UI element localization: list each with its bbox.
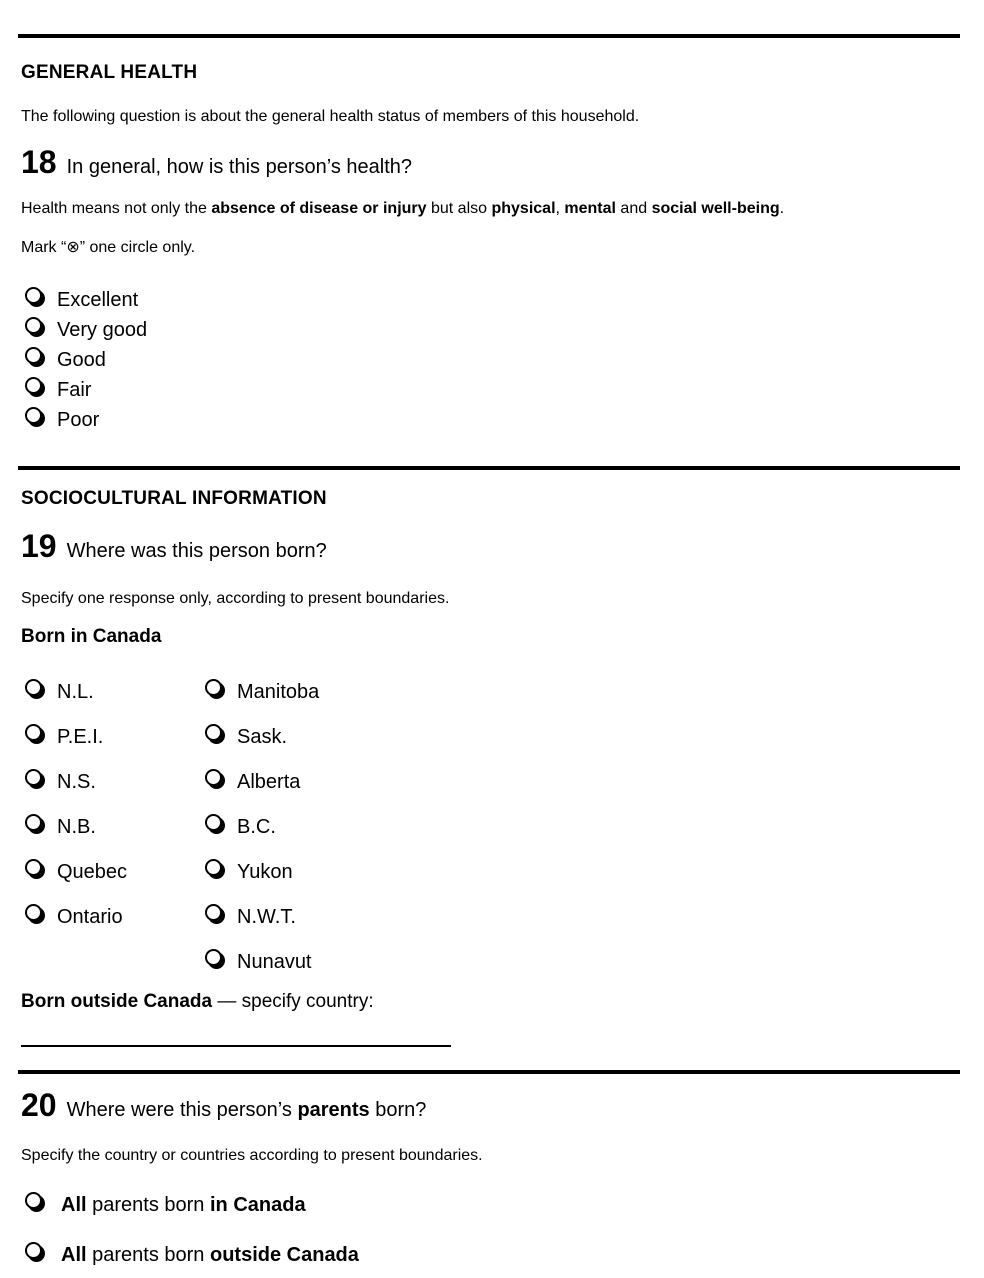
option-bold: All: [61, 1194, 87, 1216]
radio-all-parents-in-canada[interactable]: [24, 1191, 46, 1213]
question-19: [21, 528, 327, 565]
definition-text: but also: [426, 200, 492, 217]
option-label: Fair: [57, 379, 92, 401]
province-label: B.C.: [237, 816, 276, 838]
section-divider-top: [18, 34, 960, 38]
section-title-general-health: GENERAL HEALTH: [21, 62, 198, 83]
radio-nwt[interactable]: [204, 903, 226, 925]
radio-bc[interactable]: [204, 813, 226, 835]
country-write-in-field[interactable]: [21, 1045, 451, 1047]
parents-instruction: Specify the country or countries according to present boundaries.: [21, 1147, 483, 1164]
general-health-intro: The following question is about the general health status of members of this household.: [21, 108, 640, 125]
option-label: Excellent: [57, 289, 139, 311]
province-label: N.S.: [57, 771, 96, 793]
radio-good[interactable]: [24, 346, 46, 368]
born-outside-rest: — specify country:: [212, 991, 374, 1012]
option-label: Very good: [57, 319, 148, 341]
question-text: [67, 1099, 427, 1122]
province-label: N.W.T.: [237, 906, 296, 928]
option-label: Good: [57, 349, 106, 371]
radio-ns[interactable]: [24, 768, 46, 790]
definition-text: .: [779, 200, 785, 217]
province-label: N.L.: [57, 681, 94, 703]
option-label: [61, 1194, 306, 1217]
question-number: 20: [21, 1087, 57, 1123]
radio-manitoba[interactable]: [204, 678, 226, 700]
born-instruction: Specify one response only, according to present boundaries.: [21, 590, 450, 607]
section-title-sociocultural: SOCIOCULTURAL INFORMATION: [21, 488, 327, 509]
radio-nl[interactable]: [24, 678, 46, 700]
question-text-part: Where were this person’s: [66, 1099, 298, 1121]
definition-text: ,: [555, 200, 565, 217]
province-label: Nunavut: [237, 951, 312, 973]
radio-excellent[interactable]: [24, 286, 46, 308]
option-label: [61, 1244, 359, 1267]
option-text: parents born: [86, 1244, 210, 1266]
option-text: parents born: [86, 1194, 210, 1216]
question-text: In general, how is this person’s health?: [66, 156, 412, 178]
option-bold: outside Canada: [209, 1244, 359, 1266]
province-label: Yukon: [237, 861, 293, 883]
section-divider: [18, 466, 960, 470]
question-number: 19: [21, 528, 57, 564]
province-label: Manitoba: [237, 681, 320, 703]
radio-quebec[interactable]: [24, 858, 46, 880]
definition-text: and: [615, 200, 652, 217]
definition-bold: social well-being: [651, 200, 780, 217]
province-label: Alberta: [237, 771, 301, 793]
radio-pei[interactable]: [24, 723, 46, 745]
province-label: Ontario: [57, 906, 123, 928]
question-number: 18: [21, 144, 57, 180]
option-bold: in Canada: [209, 1194, 306, 1216]
definition-text: Health means not only the: [21, 200, 212, 217]
question-text: Where was this person born?: [66, 540, 327, 562]
province-label: Sask.: [237, 726, 288, 748]
health-definition: [21, 200, 784, 218]
option-label: Poor: [57, 409, 100, 431]
province-label: P.E.I.: [57, 726, 104, 748]
mark-instruction: Mark “⊗” one circle only.: [21, 239, 196, 256]
question-text-part: born?: [369, 1099, 427, 1121]
radio-nunavut[interactable]: [204, 948, 226, 970]
province-label: N.B.: [57, 816, 96, 838]
radio-alberta[interactable]: [204, 768, 226, 790]
question-20: [21, 1087, 426, 1124]
section-divider: [18, 1070, 960, 1074]
radio-very-good[interactable]: [24, 316, 46, 338]
radio-yukon[interactable]: [204, 858, 226, 880]
radio-fair[interactable]: [24, 376, 46, 398]
radio-poor[interactable]: [24, 406, 46, 428]
definition-bold: absence of disease or injury: [211, 200, 427, 217]
radio-nb[interactable]: [24, 813, 46, 835]
radio-ontario[interactable]: [24, 903, 46, 925]
radio-all-parents-outside-canada[interactable]: [24, 1241, 46, 1263]
radio-sask[interactable]: [204, 723, 226, 745]
definition-bold: physical: [491, 200, 556, 217]
definition-bold: mental: [564, 200, 616, 217]
born-outside-label: [21, 991, 374, 1013]
question-text-bold: parents: [297, 1099, 370, 1121]
born-outside-bold: Born outside Canada: [21, 991, 213, 1012]
question-18: [21, 144, 412, 181]
option-bold: All: [61, 1244, 87, 1266]
born-in-canada-heading: Born in Canada: [21, 626, 162, 647]
province-label: Quebec: [57, 861, 128, 883]
